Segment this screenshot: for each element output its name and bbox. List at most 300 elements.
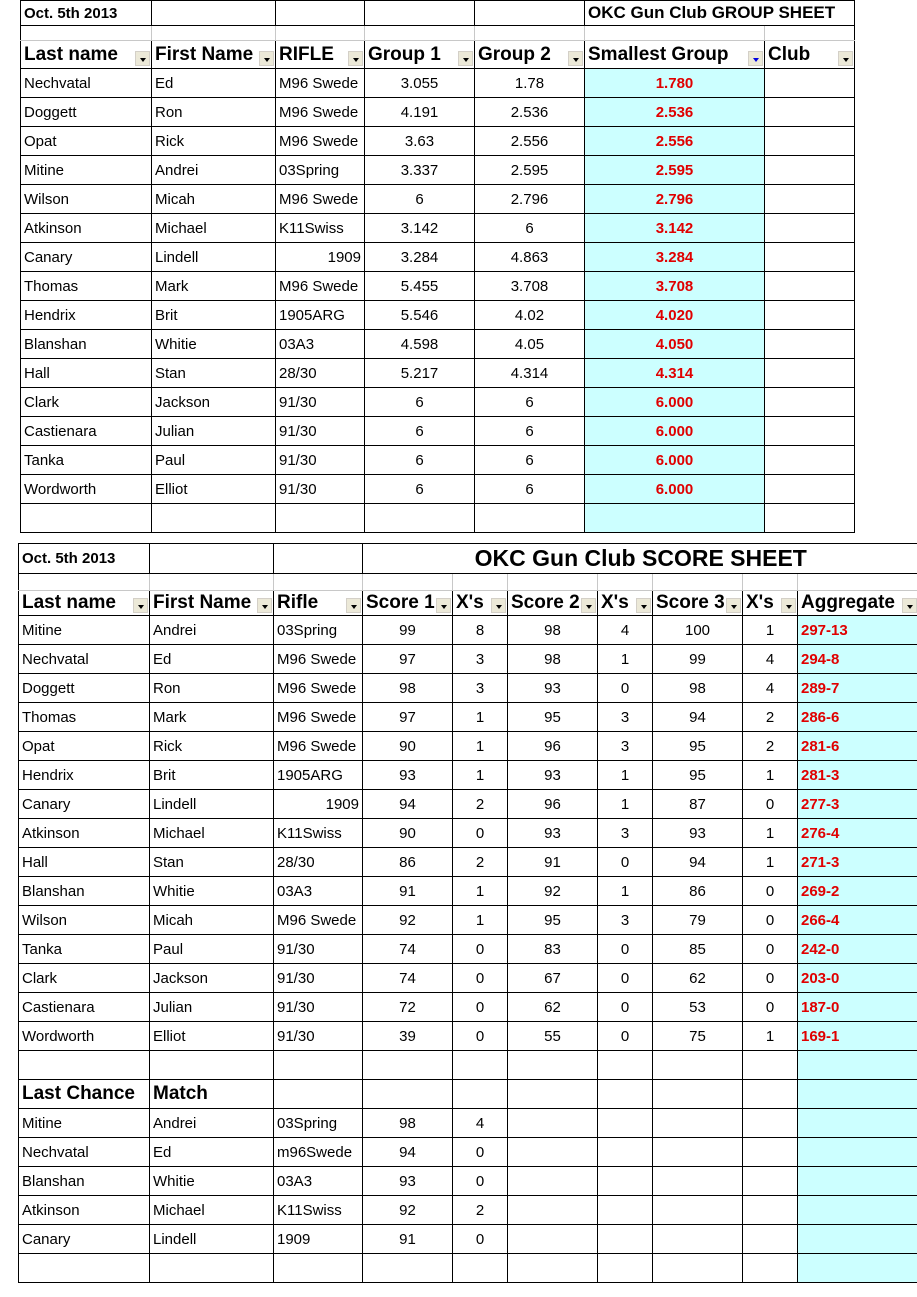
cell-g2[interactable]: 6	[475, 417, 585, 446]
cell-g2[interactable]: 2.536	[475, 98, 585, 127]
column-header-score-3[interactable]	[653, 591, 743, 616]
filter-dropdown-icon[interactable]	[135, 51, 150, 66]
cell-last[interactable]: Canary	[19, 790, 150, 819]
cell-first[interactable]: Jackson	[150, 964, 274, 993]
cell-x1[interactable]: 1	[453, 732, 508, 761]
cell-x1[interactable]: 1	[453, 877, 508, 906]
cell[interactable]	[598, 574, 653, 591]
cell-agg[interactable]: 169-1	[798, 1022, 917, 1051]
cell-first[interactable]: Elliot	[152, 475, 276, 504]
cell-smallest[interactable]: 2.536	[585, 98, 765, 127]
cell[interactable]	[152, 1, 276, 26]
cell-last[interactable]: Atkinson	[19, 819, 150, 848]
cell-x2[interactable]: 1	[598, 645, 653, 674]
cell-x3[interactable]: 4	[743, 674, 798, 703]
cell-rifle[interactable]: 03A3	[276, 330, 365, 359]
cell-s1[interactable]: 90	[363, 732, 453, 761]
cell[interactable]	[743, 1138, 798, 1167]
filter-dropdown-icon[interactable]	[636, 598, 651, 613]
filter-dropdown-icon[interactable]	[491, 598, 506, 613]
cell-x[interactable]: 2	[453, 1196, 508, 1225]
cell[interactable]	[150, 574, 274, 591]
cell-rifle[interactable]: K11Swiss	[276, 214, 365, 243]
cell-agg[interactable]: 281-6	[798, 732, 917, 761]
cell-last[interactable]: Hendrix	[19, 761, 150, 790]
cell-first[interactable]: Brit	[152, 301, 276, 330]
column-header-club[interactable]	[765, 41, 855, 69]
cell-rifle[interactable]: M96 Swede	[274, 703, 363, 732]
cell[interactable]	[276, 1, 365, 26]
cell-s2[interactable]: 93	[508, 761, 598, 790]
filter-dropdown-icon[interactable]	[581, 598, 596, 613]
cell[interactable]	[798, 1196, 917, 1225]
filter-dropdown-icon[interactable]	[726, 598, 741, 613]
cell-score[interactable]: 98	[363, 1109, 453, 1138]
cell-s3[interactable]: 85	[653, 935, 743, 964]
cell-rifle[interactable]: M96 Swede	[276, 69, 365, 98]
cell-s1[interactable]: 93	[363, 761, 453, 790]
cell-rifle[interactable]: 03A3	[274, 1167, 363, 1196]
cell-g1[interactable]: 5.546	[365, 301, 475, 330]
cell-club[interactable]	[765, 475, 855, 504]
cell[interactable]	[453, 1254, 508, 1283]
column-header-last-name[interactable]	[19, 591, 150, 616]
cell-last[interactable]: Wilson	[21, 185, 152, 214]
cell-x1[interactable]: 3	[453, 674, 508, 703]
cell[interactable]	[363, 1080, 453, 1109]
cell-club[interactable]	[765, 446, 855, 475]
cell-score[interactable]: 92	[363, 1196, 453, 1225]
column-header-group-1[interactable]	[365, 41, 475, 69]
cell-s3[interactable]: 79	[653, 906, 743, 935]
cell-s1[interactable]: 97	[363, 703, 453, 732]
cell-first[interactable]: Elliot	[150, 1022, 274, 1051]
cell-g2[interactable]: 1.78	[475, 69, 585, 98]
cell-rifle[interactable]: M96 Swede	[276, 272, 365, 301]
filter-dropdown-icon[interactable]	[902, 598, 917, 613]
cell-g1[interactable]: 3.284	[365, 243, 475, 272]
cell-first[interactable]: Andrei	[152, 156, 276, 185]
match-label[interactable]: Match	[150, 1080, 274, 1109]
cell-club[interactable]	[765, 301, 855, 330]
filter-dropdown-icon[interactable]	[257, 598, 272, 613]
cell-club[interactable]	[765, 127, 855, 156]
column-header-x-s[interactable]	[743, 591, 798, 616]
cell[interactable]	[743, 1051, 798, 1080]
cell-g2[interactable]: 3.708	[475, 272, 585, 301]
cell-x3[interactable]: 1	[743, 848, 798, 877]
cell-agg[interactable]: 242-0	[798, 935, 917, 964]
cell-s3[interactable]: 100	[653, 616, 743, 645]
cell-last[interactable]: Blanshan	[21, 330, 152, 359]
score-date[interactable]: Oct. 5th 2013	[19, 544, 150, 574]
cell-x1[interactable]: 1	[453, 761, 508, 790]
cell-g2[interactable]: 4.863	[475, 243, 585, 272]
cell-last[interactable]: Thomas	[21, 272, 152, 301]
cell[interactable]	[453, 574, 508, 591]
cell[interactable]	[765, 26, 855, 41]
cell-x3[interactable]: 0	[743, 964, 798, 993]
cell-club[interactable]	[765, 272, 855, 301]
cell-rifle[interactable]: K11Swiss	[274, 819, 363, 848]
cell-last[interactable]: Nechvatal	[21, 69, 152, 98]
column-header-first-name[interactable]	[152, 41, 276, 69]
cell-last[interactable]: Doggett	[21, 98, 152, 127]
cell-last[interactable]: Opat	[21, 127, 152, 156]
cell-x3[interactable]: 0	[743, 993, 798, 1022]
cell-x1[interactable]: 1	[453, 703, 508, 732]
cell-s2[interactable]: 98	[508, 645, 598, 674]
cell[interactable]	[743, 1225, 798, 1254]
column-header-aggregate[interactable]	[798, 591, 917, 616]
cell-g2[interactable]: 4.314	[475, 359, 585, 388]
cell[interactable]	[598, 1051, 653, 1080]
cell-last[interactable]: Mitine	[19, 616, 150, 645]
cell-club[interactable]	[765, 69, 855, 98]
cell[interactable]	[598, 1167, 653, 1196]
cell-g2[interactable]: 2.595	[475, 156, 585, 185]
cell-smallest[interactable]: 6.000	[585, 446, 765, 475]
cell-first[interactable]: Rick	[152, 127, 276, 156]
cell-s3[interactable]: 99	[653, 645, 743, 674]
cell-first[interactable]: Andrei	[150, 1109, 274, 1138]
cell-first[interactable]: Michael	[150, 819, 274, 848]
cell[interactable]	[274, 544, 363, 574]
cell-rifle[interactable]: 1905ARG	[276, 301, 365, 330]
cell-s2[interactable]: 55	[508, 1022, 598, 1051]
cell[interactable]	[653, 1138, 743, 1167]
cell-x3[interactable]: 1	[743, 616, 798, 645]
cell[interactable]	[274, 1051, 363, 1080]
cell-s3[interactable]: 98	[653, 674, 743, 703]
column-header-smallest-group[interactable]	[585, 41, 765, 69]
cell-rifle[interactable]: 91/30	[276, 475, 365, 504]
column-header-x-s[interactable]	[453, 591, 508, 616]
cell-last[interactable]: Thomas	[19, 703, 150, 732]
cell-s3[interactable]: 94	[653, 848, 743, 877]
cell-agg[interactable]: 271-3	[798, 848, 917, 877]
cell-x1[interactable]: 3	[453, 645, 508, 674]
cell-s3[interactable]: 86	[653, 877, 743, 906]
cell-x3[interactable]: 2	[743, 703, 798, 732]
cell[interactable]	[765, 504, 855, 533]
cell-x2[interactable]: 4	[598, 616, 653, 645]
cell-last[interactable]: Tanka	[21, 446, 152, 475]
filter-dropdown-icon[interactable]	[568, 51, 583, 66]
cell-last[interactable]: Blanshan	[19, 1167, 150, 1196]
cell-g1[interactable]: 3.63	[365, 127, 475, 156]
cell-smallest[interactable]: 2.595	[585, 156, 765, 185]
cell-x1[interactable]: 0	[453, 935, 508, 964]
cell-x3[interactable]: 1	[743, 819, 798, 848]
filter-dropdown-icon[interactable]	[748, 51, 763, 66]
cell[interactable]	[453, 1051, 508, 1080]
cell-g1[interactable]: 4.191	[365, 98, 475, 127]
cell[interactable]	[152, 504, 276, 533]
cell[interactable]	[653, 1167, 743, 1196]
cell-x[interactable]: 0	[453, 1138, 508, 1167]
cell-last[interactable]: Castienara	[19, 993, 150, 1022]
cell-smallest[interactable]: 6.000	[585, 388, 765, 417]
cell-last[interactable]: Atkinson	[21, 214, 152, 243]
cell-x2[interactable]: 0	[598, 674, 653, 703]
cell[interactable]	[274, 1080, 363, 1109]
score-sheet-title[interactable]: OKC Gun Club SCORE SHEET	[363, 544, 917, 574]
cell-first[interactable]: Paul	[152, 446, 276, 475]
cell[interactable]	[798, 1080, 917, 1109]
cell-agg[interactable]: 203-0	[798, 964, 917, 993]
cell[interactable]	[363, 1051, 453, 1080]
cell-first[interactable]: Mark	[150, 703, 274, 732]
cell-x1[interactable]: 2	[453, 790, 508, 819]
cell[interactable]	[274, 574, 363, 591]
cell-x2[interactable]: 1	[598, 761, 653, 790]
cell-x1[interactable]: 0	[453, 964, 508, 993]
cell-g1[interactable]: 4.598	[365, 330, 475, 359]
cell-s1[interactable]: 86	[363, 848, 453, 877]
group-sheet-title[interactable]: OKC Gun Club GROUP SHEET	[585, 1, 855, 26]
cell-x3[interactable]: 1	[743, 761, 798, 790]
cell-x2[interactable]: 3	[598, 906, 653, 935]
cell-first[interactable]: Brit	[150, 761, 274, 790]
cell-g1[interactable]: 3.337	[365, 156, 475, 185]
cell-x3[interactable]: 2	[743, 732, 798, 761]
cell-s1[interactable]: 98	[363, 674, 453, 703]
cell-s3[interactable]: 53	[653, 993, 743, 1022]
cell-g2[interactable]: 4.02	[475, 301, 585, 330]
cell-first[interactable]: Paul	[150, 935, 274, 964]
cell-s2[interactable]: 96	[508, 732, 598, 761]
cell-g2[interactable]: 2.796	[475, 185, 585, 214]
cell[interactable]	[363, 574, 453, 591]
cell-g1[interactable]: 6	[365, 185, 475, 214]
cell-g1[interactable]: 3.055	[365, 69, 475, 98]
cell[interactable]	[276, 504, 365, 533]
cell-s3[interactable]: 95	[653, 761, 743, 790]
cell[interactable]	[653, 1051, 743, 1080]
cell[interactable]	[653, 1225, 743, 1254]
cell-first[interactable]: Lindell	[150, 790, 274, 819]
cell[interactable]	[19, 574, 150, 591]
cell[interactable]	[653, 1254, 743, 1283]
cell-g1[interactable]: 6	[365, 417, 475, 446]
cell-club[interactable]	[765, 214, 855, 243]
cell-last[interactable]: Nechvatal	[19, 1138, 150, 1167]
cell-first[interactable]: Rick	[150, 732, 274, 761]
cell-smallest[interactable]: 3.142	[585, 214, 765, 243]
cell-rifle[interactable]: 91/30	[276, 417, 365, 446]
cell-rifle[interactable]: M96 Swede	[274, 732, 363, 761]
cell-smallest[interactable]: 3.708	[585, 272, 765, 301]
column-header-group-2[interactable]	[475, 41, 585, 69]
cell-s3[interactable]: 95	[653, 732, 743, 761]
cell[interactable]	[743, 574, 798, 591]
group-date[interactable]: Oct. 5th 2013	[21, 1, 152, 26]
cell-last[interactable]: Hall	[21, 359, 152, 388]
filter-dropdown-icon[interactable]	[781, 598, 796, 613]
cell-x2[interactable]: 3	[598, 703, 653, 732]
filter-dropdown-icon[interactable]	[436, 598, 451, 613]
cell-s2[interactable]: 95	[508, 703, 598, 732]
cell-s1[interactable]: 90	[363, 819, 453, 848]
cell-first[interactable]: Julian	[152, 417, 276, 446]
cell-club[interactable]	[765, 417, 855, 446]
cell-x2[interactable]: 0	[598, 993, 653, 1022]
cell-s3[interactable]: 62	[653, 964, 743, 993]
cell-g1[interactable]: 5.455	[365, 272, 475, 301]
cell-x1[interactable]: 2	[453, 848, 508, 877]
filter-dropdown-icon[interactable]	[346, 598, 361, 613]
cell-first[interactable]: Michael	[152, 214, 276, 243]
cell[interactable]	[365, 504, 475, 533]
filter-dropdown-icon[interactable]	[458, 51, 473, 66]
cell-last[interactable]: Clark	[19, 964, 150, 993]
cell-first[interactable]: Whitie	[150, 877, 274, 906]
cell[interactable]	[798, 1138, 917, 1167]
cell-club[interactable]	[765, 243, 855, 272]
cell-last[interactable]: Wilson	[19, 906, 150, 935]
cell-x1[interactable]: 8	[453, 616, 508, 645]
cell-rifle[interactable]: 03Spring	[274, 616, 363, 645]
cell[interactable]	[585, 26, 765, 41]
cell-smallest[interactable]: 1.780	[585, 69, 765, 98]
cell-last[interactable]: Nechvatal	[19, 645, 150, 674]
cell-rifle[interactable]: 91/30	[274, 993, 363, 1022]
cell[interactable]	[21, 26, 152, 41]
cell[interactable]	[653, 1080, 743, 1109]
cell[interactable]	[743, 1254, 798, 1283]
column-header-last-name[interactable]	[21, 41, 152, 69]
cell-g2[interactable]: 2.556	[475, 127, 585, 156]
cell[interactable]	[276, 26, 365, 41]
cell-first[interactable]: Lindell	[152, 243, 276, 272]
cell-g1[interactable]: 3.142	[365, 214, 475, 243]
cell-smallest[interactable]: 6.000	[585, 475, 765, 504]
cell-last[interactable]: Opat	[19, 732, 150, 761]
cell[interactable]	[365, 1, 475, 26]
cell-agg[interactable]: 187-0	[798, 993, 917, 1022]
cell-rifle[interactable]: 1905ARG	[274, 761, 363, 790]
cell-first[interactable]: Stan	[150, 848, 274, 877]
cell-club[interactable]	[765, 330, 855, 359]
cell-s2[interactable]: 96	[508, 790, 598, 819]
cell[interactable]	[798, 574, 917, 591]
cell-rifle[interactable]: M96 Swede	[276, 127, 365, 156]
column-header-score-1[interactable]	[363, 591, 453, 616]
cell-rifle[interactable]: 91/30	[274, 935, 363, 964]
cell-s2[interactable]: 67	[508, 964, 598, 993]
cell-x3[interactable]: 0	[743, 790, 798, 819]
cell-rifle[interactable]: 91/30	[274, 964, 363, 993]
last-chance-label[interactable]: Last Chance	[19, 1080, 150, 1109]
cell-x1[interactable]: 1	[453, 906, 508, 935]
cell[interactable]	[743, 1109, 798, 1138]
cell-first[interactable]: Stan	[152, 359, 276, 388]
cell-g1[interactable]: 5.217	[365, 359, 475, 388]
cell-g2[interactable]: 6	[475, 214, 585, 243]
filter-dropdown-icon[interactable]	[133, 598, 148, 613]
cell-smallest[interactable]: 2.796	[585, 185, 765, 214]
cell-rifle[interactable]: 03Spring	[276, 156, 365, 185]
cell[interactable]	[653, 1196, 743, 1225]
cell-first[interactable]: Ed	[150, 1138, 274, 1167]
cell[interactable]	[743, 1196, 798, 1225]
cell[interactable]	[508, 1254, 598, 1283]
cell-x2[interactable]: 0	[598, 935, 653, 964]
cell-smallest[interactable]: 3.284	[585, 243, 765, 272]
filter-dropdown-icon[interactable]	[348, 51, 363, 66]
cell-smallest[interactable]: 4.314	[585, 359, 765, 388]
cell-agg[interactable]: 269-2	[798, 877, 917, 906]
cell-club[interactable]	[765, 388, 855, 417]
cell-s2[interactable]: 98	[508, 616, 598, 645]
cell-last[interactable]: Mitine	[19, 1109, 150, 1138]
cell[interactable]	[508, 1080, 598, 1109]
cell[interactable]	[19, 1051, 150, 1080]
cell-x3[interactable]: 4	[743, 645, 798, 674]
cell-x[interactable]: 0	[453, 1167, 508, 1196]
cell-s1[interactable]: 92	[363, 906, 453, 935]
cell-first[interactable]: Lindell	[150, 1225, 274, 1254]
cell-agg[interactable]: 294-8	[798, 645, 917, 674]
cell-g1[interactable]: 6	[365, 446, 475, 475]
column-header-first-name[interactable]	[150, 591, 274, 616]
cell-first[interactable]: Mark	[152, 272, 276, 301]
cell-s2[interactable]: 83	[508, 935, 598, 964]
cell-x[interactable]: 0	[453, 1225, 508, 1254]
cell-s2[interactable]: 93	[508, 819, 598, 848]
column-header-score-2[interactable]	[508, 591, 598, 616]
cell-club[interactable]	[765, 156, 855, 185]
cell-x[interactable]: 4	[453, 1109, 508, 1138]
cell-x2[interactable]: 0	[598, 848, 653, 877]
cell-last[interactable]: Canary	[21, 243, 152, 272]
cell[interactable]	[598, 1109, 653, 1138]
cell-g1[interactable]: 6	[365, 475, 475, 504]
cell-first[interactable]: Ed	[152, 69, 276, 98]
cell-last[interactable]: Tanka	[19, 935, 150, 964]
cell-rifle[interactable]: K11Swiss	[274, 1196, 363, 1225]
cell-x3[interactable]: 0	[743, 935, 798, 964]
cell-s3[interactable]: 75	[653, 1022, 743, 1051]
cell-s1[interactable]: 74	[363, 935, 453, 964]
cell[interactable]	[21, 504, 152, 533]
cell-club[interactable]	[765, 359, 855, 388]
cell-first[interactable]: Ed	[150, 645, 274, 674]
cell-rifle[interactable]: M96 Swede	[274, 674, 363, 703]
cell[interactable]	[743, 1167, 798, 1196]
cell-s1[interactable]: 72	[363, 993, 453, 1022]
filter-dropdown-icon[interactable]	[259, 51, 274, 66]
cell-s2[interactable]: 62	[508, 993, 598, 1022]
cell[interactable]	[798, 1167, 917, 1196]
cell-club[interactable]	[765, 185, 855, 214]
cell[interactable]	[363, 1254, 453, 1283]
cell-agg[interactable]: 297-13	[798, 616, 917, 645]
cell-first[interactable]: Julian	[150, 993, 274, 1022]
cell[interactable]	[453, 1080, 508, 1109]
cell[interactable]	[653, 574, 743, 591]
cell[interactable]	[19, 1254, 150, 1283]
cell-s1[interactable]: 91	[363, 877, 453, 906]
cell-rifle[interactable]: M96 Swede	[274, 645, 363, 674]
filter-dropdown-icon[interactable]	[838, 51, 853, 66]
cell-rifle[interactable]: 91/30	[276, 446, 365, 475]
cell-s3[interactable]: 94	[653, 703, 743, 732]
cell[interactable]	[508, 1138, 598, 1167]
cell-smallest[interactable]: 4.020	[585, 301, 765, 330]
cell[interactable]	[798, 1051, 917, 1080]
